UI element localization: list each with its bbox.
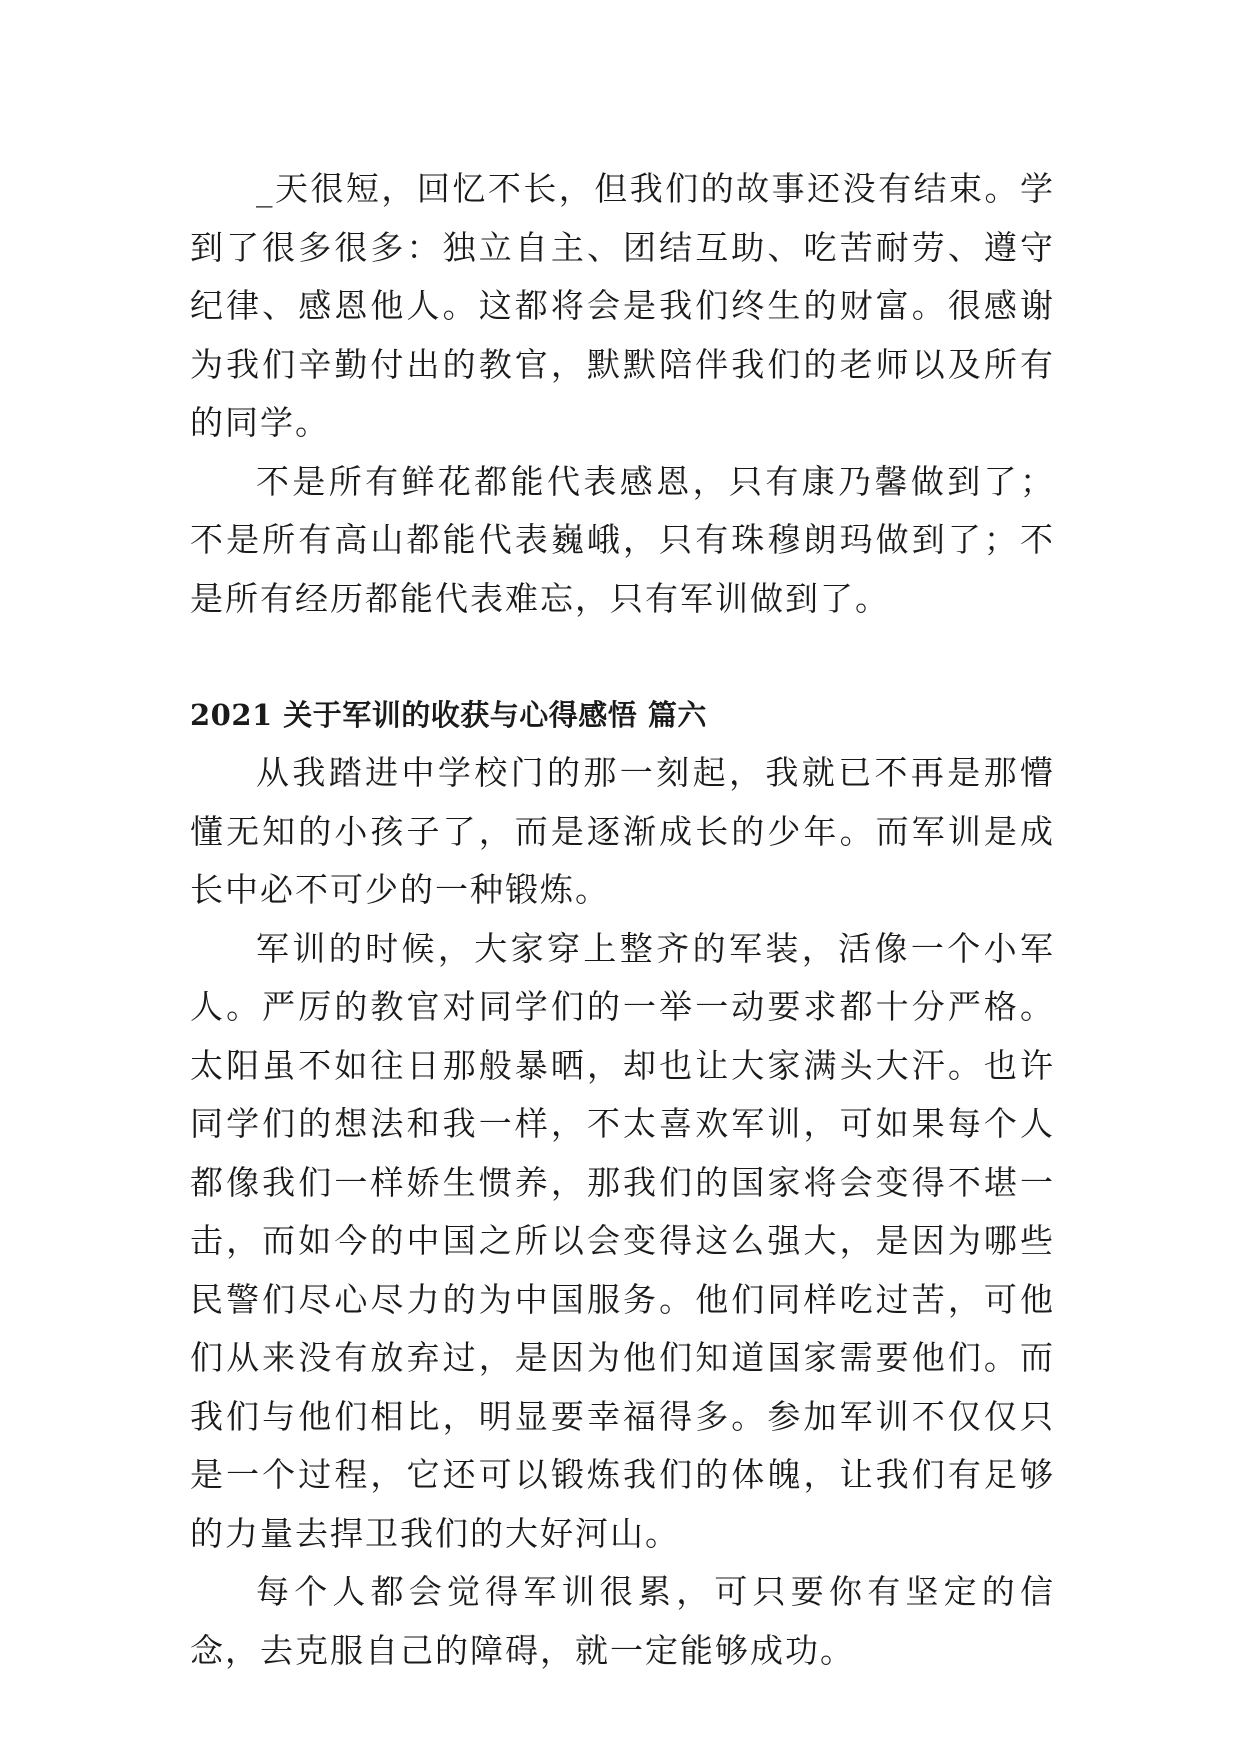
paragraph: 从我踏进中学校门的那一刻起，我就已不再是那懵懂无知的小孩子了，而是逐渐成长的少年。而军训是成长中必不可少的一种锻炼。: [190, 753, 1055, 909]
section-heading: 2021 关于军训的收获与心得感悟 篇六: [190, 698, 707, 732]
document-body: [190, 160, 1055, 1680]
paragraph: _天很短，回忆不长，但我们的故事还没有结束。学到了很多很多：独立自主、团结互助、吃苦耐劳、遵守纪律、感恩他人。这都将会是我们终生的财富。很感谢为我们辛勤付出的教官，默默陪伴我们的老师以及所有的同学。: [190, 169, 1055, 442]
paragraph: 每个人都会觉得军训很累，可只要你有坚定的信念，去克服自己的障碍，就一定能够成功。: [190, 1572, 1055, 1670]
paragraph: 不是所有鲜花都能代表感恩，只有康乃馨做到了；不是所有高山都能代表巍峨，只有珠穆朗玛做到了；不是所有经历都能代表难忘，只有军训做到了。: [190, 461, 1055, 618]
paragraph: 军训的时候，大家穿上整齐的军装，活像一个小军人。严厉的教官对同学们的一举一动要求都十分严格。太阳虽不如往日那般暴晒，却也让大家满头大汗。也许同学们的想法和我一样，不太喜欢军训，可如果每个人都像我们一样娇生惯养，那我们的国家将会变得不堪一击，而如今的中国之所以会变得这么强大，是因为哪些民警们尽心尽力的为中国服务。他们同样吃过苦，可他们从来没有放弃过，是因为他们知道国家需要他们。而我们与他们相比，明显要幸福得多。参加军训不仅仅只是一个过程，它还可以锻炼我们的体魄，让我们有足够的力量去捍卫我们的大好河山。: [190, 928, 1055, 1553]
